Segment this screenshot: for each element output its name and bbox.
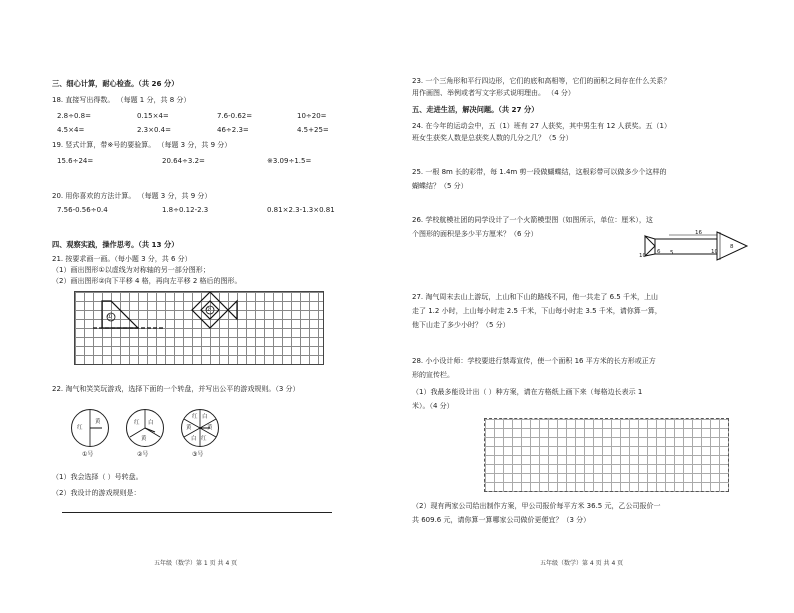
- question-21: 21. 按要求画一画。（每小题 3 分，共 6 分）: [52, 255, 192, 263]
- spinner-2-label: 白: [148, 420, 154, 426]
- calc-item: 7.56-0.56÷0.4: [57, 206, 108, 214]
- question-23-a: 23. 一个三角形和平行四边形，它们的底和高相等，它们的面积之间存在什么关系？: [412, 77, 671, 85]
- left-page-footer: 五年级（数学）第 1 页 共 4 页: [154, 560, 238, 567]
- question-19: 19. 竖式计算，带※号的要验算。 （每题 3 分，共 9 分）: [52, 141, 232, 149]
- right-page: [412, 52, 772, 572]
- question-26-b: 个图形的面积是多少平方厘米？（6 分）: [412, 230, 538, 238]
- q28-part-2-b: 共 609.6 元，请你算一算哪家公司做价更便宜？（3 分）: [412, 516, 591, 524]
- q28-grid: [484, 418, 729, 492]
- shape-1-label: ①: [107, 314, 112, 320]
- question-28-a: 28. 小小设计师：学校要进行禁毒宣传，使一个面积 16 平方米的长方形或正方: [412, 357, 656, 365]
- question-27-c: 他下山走了多少小时？（5 分）: [412, 321, 510, 329]
- calc-item: 10÷20=: [297, 112, 327, 120]
- left-page: [52, 52, 412, 572]
- q28-part-1-a: （1）我最多能设计出（ ）种方案，请在方格纸上画下来（每格边长表示 1: [412, 388, 643, 396]
- spinner-3-label: 白: [191, 436, 197, 442]
- spinner-3-label: 红: [192, 414, 198, 420]
- spinner-1-label: 红: [77, 425, 83, 431]
- q28-part-1-b: 米）。（4 分）: [412, 402, 454, 410]
- spinner-2: [126, 409, 164, 447]
- calc-item: 0.81×2.3-1.3×0.81: [267, 206, 335, 214]
- question-23-b: 用作画图、举例或者写文字形式说明理由。 （4 分）: [412, 89, 575, 97]
- rocket-label: 6: [657, 249, 661, 255]
- spinner-3-label: 黄: [207, 425, 213, 431]
- section-3-title: 三、细心计算，耐心检查。（共 26 分）: [52, 79, 179, 88]
- q20-row: [57, 206, 367, 215]
- spinner-2-label: 黄: [141, 436, 147, 442]
- spinner-3-label: 红: [201, 436, 207, 442]
- rocket-label: 10: [639, 253, 646, 259]
- calc-item: ※3.09÷1.5=: [267, 157, 312, 165]
- spinner-3: [181, 409, 219, 447]
- q18-row-2: [57, 126, 367, 135]
- question-24-a: 24. 在今年的运动会中，五（1）班有 27 人获奖，其中男生有 12 人获奖。五（1）: [412, 122, 671, 130]
- calc-item: 20.64÷3.2=: [162, 157, 205, 165]
- q18-row-1: [57, 112, 367, 121]
- spinner-2-caption: ②号: [137, 451, 149, 458]
- question-18: 18. 直接写出得数。 （每题 1 分，共 8 分）: [52, 96, 191, 104]
- q19-row: [57, 157, 367, 166]
- question-24-b: 班女生获奖人数是总获奖人数的几分之几？（5 分）: [412, 134, 573, 142]
- spinner-3-label: 白: [202, 414, 208, 420]
- calc-item: 2.8÷0.8=: [57, 112, 91, 120]
- rocket-label: 5: [670, 250, 674, 256]
- q22-part-1: （1）我会选择（ ）号转盘。: [52, 473, 143, 481]
- spinner-1-caption: ①号: [82, 451, 94, 458]
- question-25-a: 25. 一根 8m 长的彩带，每 1.4m 剪一段做蝴蝶结，这根彩带可以做多少个这样的: [412, 168, 667, 176]
- calc-item: 1.8÷0.12-2.3: [162, 206, 209, 214]
- calc-item: 7.6-0.62=: [217, 112, 253, 120]
- question-28-b: 形的宣传栏。: [412, 371, 454, 379]
- spinner-1: [71, 409, 109, 447]
- answer-line: [62, 512, 332, 513]
- rocket-label: 10: [711, 249, 718, 255]
- shape-2-label: ②: [206, 307, 211, 313]
- calc-item: 4.5+25=: [297, 126, 329, 134]
- calc-item: 46÷2.3=: [217, 126, 249, 134]
- spinner-2-label: 红: [134, 420, 140, 426]
- rocket-label: 8: [730, 244, 734, 250]
- calc-item: 4.5×4=: [57, 126, 85, 134]
- q21-shapes: [75, 292, 323, 364]
- calc-item: 0.15×4=: [137, 112, 169, 120]
- q21-grid: [74, 291, 324, 365]
- question-25-b: 蝴蝶结？（5 分）: [412, 182, 468, 190]
- q28-part-2-a: （2）现有两家公司给出制作方案，甲公司报价每平方米 36.5 元，乙公司报价一: [412, 502, 661, 510]
- rocket-label: 16: [695, 230, 702, 236]
- spinner-3-caption: ③号: [192, 451, 204, 458]
- q22-part-2: （2）我设计的游戏规则是：: [52, 489, 141, 497]
- q21-part-1: （1）画出图形①以虚线为对称轴的另一部分图形；: [52, 266, 210, 274]
- shape-2-tail: [228, 301, 237, 319]
- spinner-3-label: 黄: [186, 425, 192, 431]
- calc-item: 15.6÷24=: [57, 157, 94, 165]
- section-5-title: 五、走进生活，解决问题。（共 27 分）: [412, 105, 539, 114]
- section-4-title: 四、观察实践，操作思考。（共 13 分）: [52, 240, 179, 249]
- question-26-a: 26. 学校航模社团的同学设计了一个火箭模型图（如图所示，单位：厘米），这: [412, 216, 653, 224]
- spinner-1-label: 黄: [95, 419, 101, 425]
- question-22: 22. 淘气和笑笑玩游戏，选择下面的一个转盘，并写出公平的游戏规则。（3 分）: [52, 385, 300, 393]
- calc-item: 2.3×0.4=: [137, 126, 171, 134]
- right-page-footer: 五年级（数学）第 4 页 共 4 页: [540, 560, 624, 567]
- question-20: 20. 用你喜欢的方法计算。 （每题 3 分，共 9 分）: [52, 192, 212, 200]
- rocket-body: [655, 239, 717, 254]
- q21-part-2: （2）画出图形②向下平移 4 格，再向左平移 2 格后的图形。: [52, 277, 242, 285]
- question-27-b: 走了 1.2 小时，上山每小时走 2.5 千米，下山每小时走 3.5 千米，请你算一算，: [412, 307, 662, 315]
- question-27-a: 27. 淘气周末去山上游玩，上山和下山的路线不同，他一共走了 6.5 千米，上山: [412, 293, 658, 301]
